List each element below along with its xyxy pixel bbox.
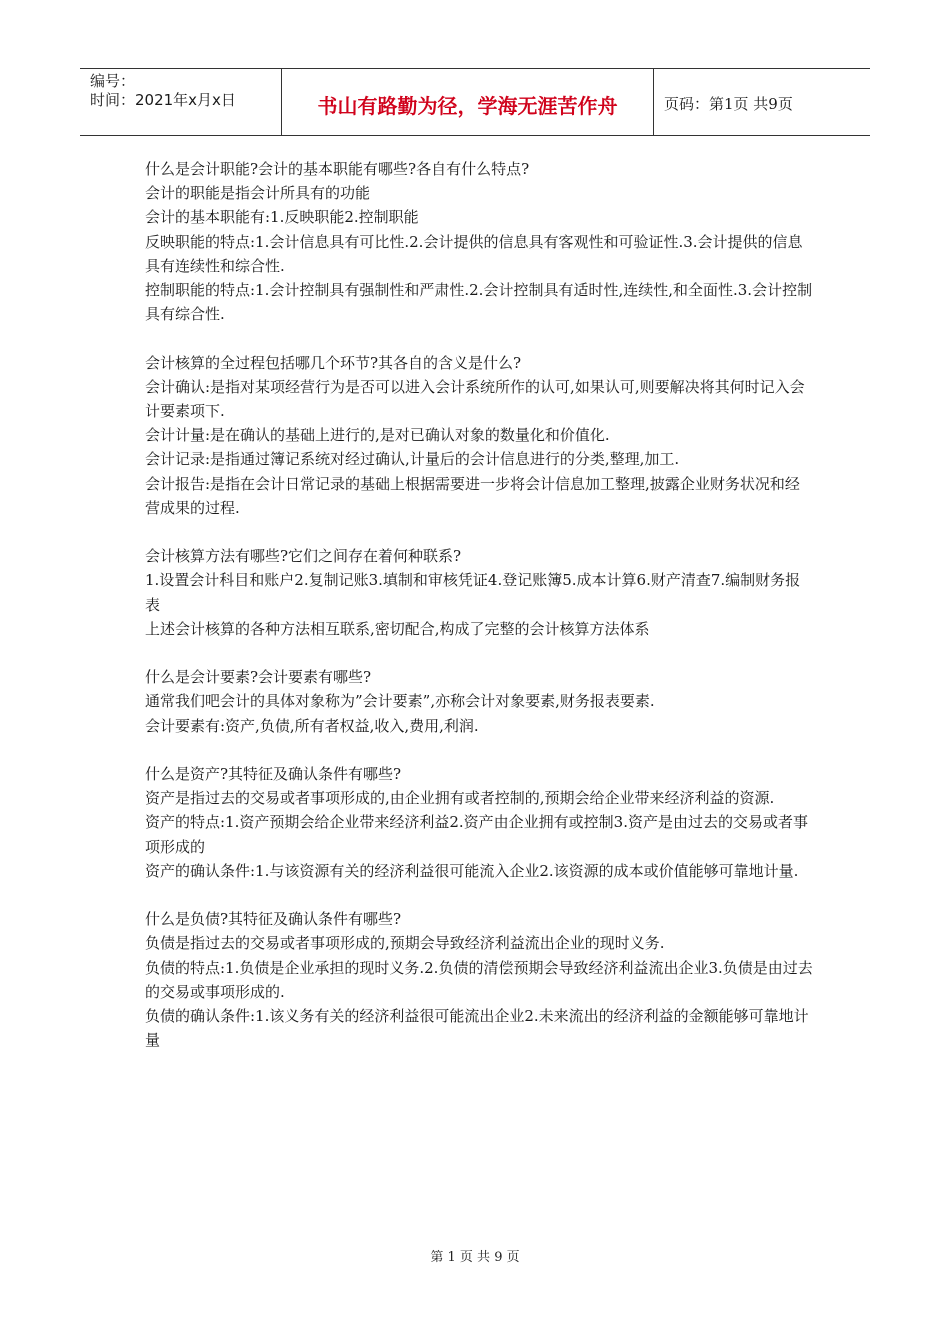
body-paragraph: 什么是负债?其特征及确认条件有哪些? — [145, 910, 402, 929]
body-paragraph: 通常我们吧会计的具体对象称为”会计要素”,亦称会计对象要素,财务报表要素. — [145, 692, 655, 711]
body-paragraph: 会计计量:是在确认的基础上进行的,是对已确认对象的数量化和价值化. — [145, 426, 610, 445]
body-paragraph: 会计的职能是指会计所具有的功能 — [145, 184, 371, 203]
body-paragraph: 负债是指过去的交易或者事项形成的,预期会导致经济利益流出企业的现时义务. — [145, 934, 665, 953]
body-paragraph: 会计的基本职能有:1.反映职能2.控制职能 — [145, 208, 419, 227]
body-paragraph: 负债的特点:1.负债是企业承担的现时义务.2.负债的清偿预期会导致经济利益流出企业3.负债是由过去的交易或事项形成的. — [145, 958, 813, 1001]
body-paragraph: 反映职能的特点:1.会计信息具有可比性.2.会计提供的信息具有客观性和可验证性.3.会计提供的信息具有连续性和综合性. — [145, 232, 803, 275]
header-left-cell — [80, 69, 282, 135]
paragraph-spacer — [145, 641, 813, 665]
body-paragraph: 资产的确认条件:1.与该资源有关的经济利益很可能流入企业2.该资源的成本或价值能够可靠地计量. — [145, 861, 799, 880]
header-page-info: 页码：第1页 共9页 — [664, 94, 793, 113]
body-paragraph: 什么是会计要素?会计要素有哪些? — [145, 668, 372, 687]
body-paragraph: 会计要素有:资产,负债,所有者权益,收入,费用,利润. — [145, 716, 479, 735]
document-date: 时间：2021年x月x日 — [90, 91, 236, 109]
paragraph-spacer — [145, 520, 813, 544]
body-paragraph: 会计报告:是指在会计日常记录的基础上根据需要进一步将会计信息加工整理,披露企业财务状况和经营成果的过程. — [145, 474, 800, 517]
body-paragraph: 会计记录:是指通过簿记系统对经过确认,计量后的会计信息进行的分类,整理,加工. — [145, 450, 680, 469]
document-number-label: 编号： — [90, 72, 136, 90]
page-header — [80, 68, 870, 136]
body-paragraph: 上述会计核算的各种方法相互联系,密切配合,构成了完整的会计核算方法体系 — [145, 619, 650, 638]
body-paragraph: 资产是指过去的交易或者事项形成的,由企业拥有或者控制的,预期会给企业带来经济利益的资源. — [145, 789, 775, 808]
document-body — [145, 157, 813, 1052]
body-paragraph: 负债的确认条件:1.该义务有关的经济利益很可能流出企业2.未来流出的经济利益的金额能够可靠地计量 — [145, 1007, 809, 1050]
body-paragraph: 会计核算方法有哪些?它们之间存在着何种联系? — [145, 547, 462, 566]
body-paragraph: 会计核算的全过程包括哪几个环节?其各自的含义是什么? — [145, 353, 522, 372]
body-paragraph: 会计确认:是指对某项经营行为是否可以进入会计系统所作的认可,如果认可,则要解决将其何时记入会计要素项下. — [145, 377, 805, 421]
header-motto: 书山有路勤为径，学海无涯苦作舟 — [282, 69, 654, 135]
body-paragraph: 1.设置会计科目和账户2.复制记账3.填制和审核凭证4.登记账簿5.成本计算6.财产清查7.编制财务报表 — [145, 571, 801, 614]
body-paragraph: 什么是资产?其特征及确认条件有哪些? — [145, 765, 402, 784]
body-paragraph: 控制职能的特点:1.会计控制具有强制性和严肃性.2.会计控制具有适时性,连续性,和全面性.3.会计控制具有综合性. — [145, 281, 813, 324]
paragraph-spacer — [145, 738, 813, 762]
body-paragraph: 什么是会计职能?会计的基本职能有哪些?各自有什么特点? — [145, 160, 530, 178]
page-footer: 第 1 页 共 9 页 — [430, 1250, 520, 1265]
paragraph-spacer — [145, 326, 813, 350]
body-paragraph: 资产的特点:1.资产预期会给企业带来经济利益2.资产由企业拥有或控制3.资产是由过去的交易或者事项形成的 — [145, 813, 808, 856]
paragraph-spacer — [145, 883, 813, 907]
